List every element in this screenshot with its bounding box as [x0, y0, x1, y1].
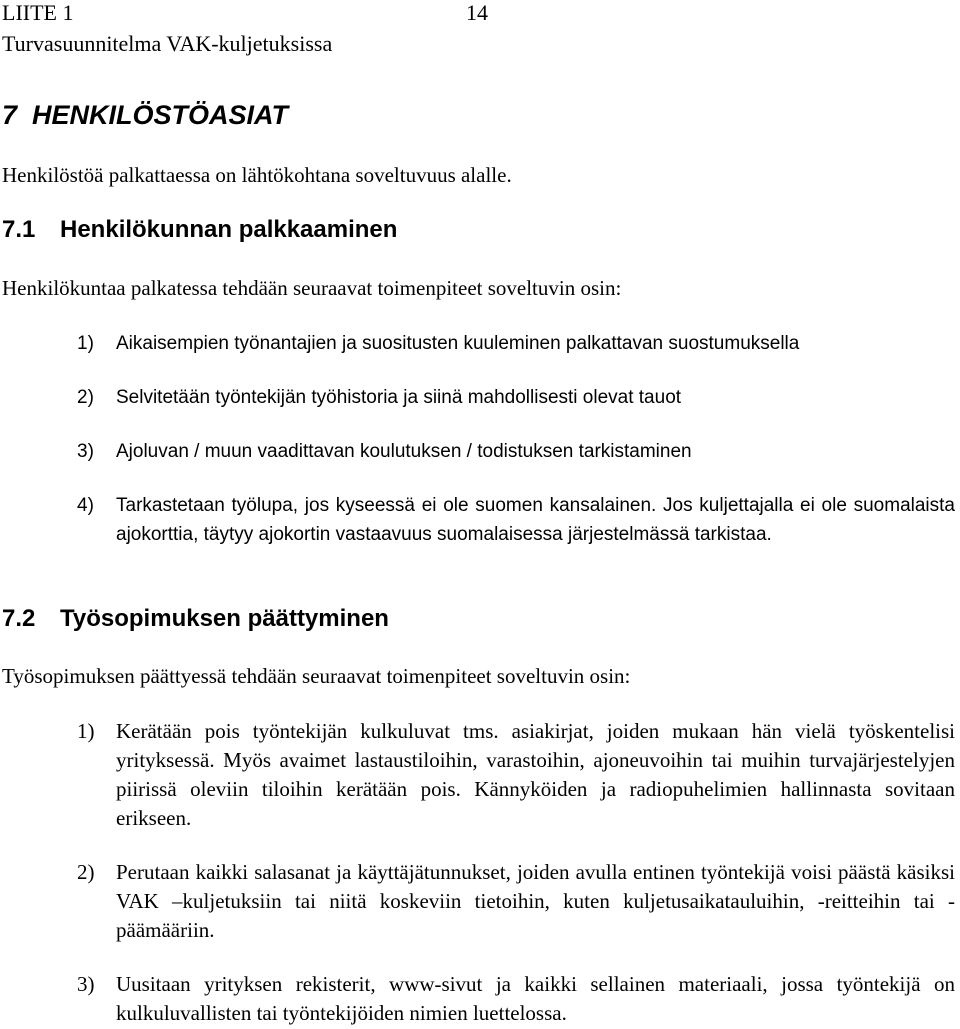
- appendix-label: LIITE 1: [2, 0, 74, 25]
- section-heading-7: 7 HENKILÖSTÖASIAT: [2, 100, 289, 130]
- section-number: 7.1: [2, 216, 36, 243]
- list-item-number: 2): [77, 860, 95, 884]
- section-7-intro: Henkilöstöä palkattaessa on lähtökohtana soveltuvuus alalle.: [2, 163, 512, 187]
- list-item-text: Selvitetään työntekijän työhistoria ja siinä mahdollisesti olevat tauot: [116, 387, 682, 408]
- list-item-text: Ajoluvan / muun vaadittavan koulutuksen / todistuksen tarkistaminen: [116, 441, 692, 462]
- section-title: Henkilökunnan palkkaaminen: [60, 216, 398, 243]
- list-item-number: 3): [77, 972, 95, 996]
- list-item-number: 3): [77, 441, 94, 462]
- section-number: 7.2: [2, 605, 36, 632]
- list-item-text: Kerätään pois työntekijän kulkuluvat tms. asiakirjat, joiden mukaan hän vielä työskentelisi yrityksessä. Myös avaimet lastaustiloihin, varastoihin, ajoneuvoihin tai muihin turvajärjestelyjen piirissä oleviin tiloihin kerätään pois. Kännyköiden ja radiopuhelimien hallinnasta sovitaan erikseen.: [116, 719, 955, 830]
- list-item-text: Aikaisempien työnantajien ja suositusten kuuleminen palkattavan suostumuksella: [116, 333, 800, 354]
- list-item-number: 4): [77, 495, 94, 516]
- section-heading-7-2: [2, 604, 389, 634]
- list-item-text: Uusitaan yrityksen rekisterit, www-sivut ja kaikki sellainen materiaali, jossa työntekijä on kulkuluvallisten tai työntekijöiden nimien luettelossa.: [116, 972, 955, 1025]
- list-item-text: Perutaan kaikki salasanat ja käyttäjätunnukset, joiden avulla entinen työntekijä voisi päästä käsiksi VAK –kuljetuksiin tai niitä koskeviin tietoihin, kuten kuljetusaikatauluihin, -reitteihin tai -päämääriin.: [116, 860, 955, 942]
- list-item-text: Tarkastetaan työlupa, jos kyseessä ei ole suomen kansalainen. Jos kuljettajalla ei ole suomalaista ajokorttia, täytyy ajokortin vastaavuus suomalaisessa järjestelmässä tarkistaa.: [116, 495, 955, 545]
- list-item-number: 1): [77, 719, 95, 743]
- list-item-number: 1): [77, 333, 94, 354]
- section-title: Työsopimuksen päättyminen: [60, 605, 389, 632]
- page-number: 14: [466, 0, 488, 25]
- section-7-2-intro: Työsopimuksen päättyessä tehdään seuraavat toimenpiteet soveltuvin osin:: [2, 664, 631, 688]
- document-title: Turvasuunnitelma VAK-kuljetuksissa: [2, 31, 333, 56]
- list-item-number: 2): [77, 387, 94, 408]
- section-7-1-intro: Henkilökuntaa palkatessa tehdään seuraavat toimenpiteet soveltuvin osin:: [2, 276, 622, 300]
- section-heading-7-1: [2, 215, 397, 245]
